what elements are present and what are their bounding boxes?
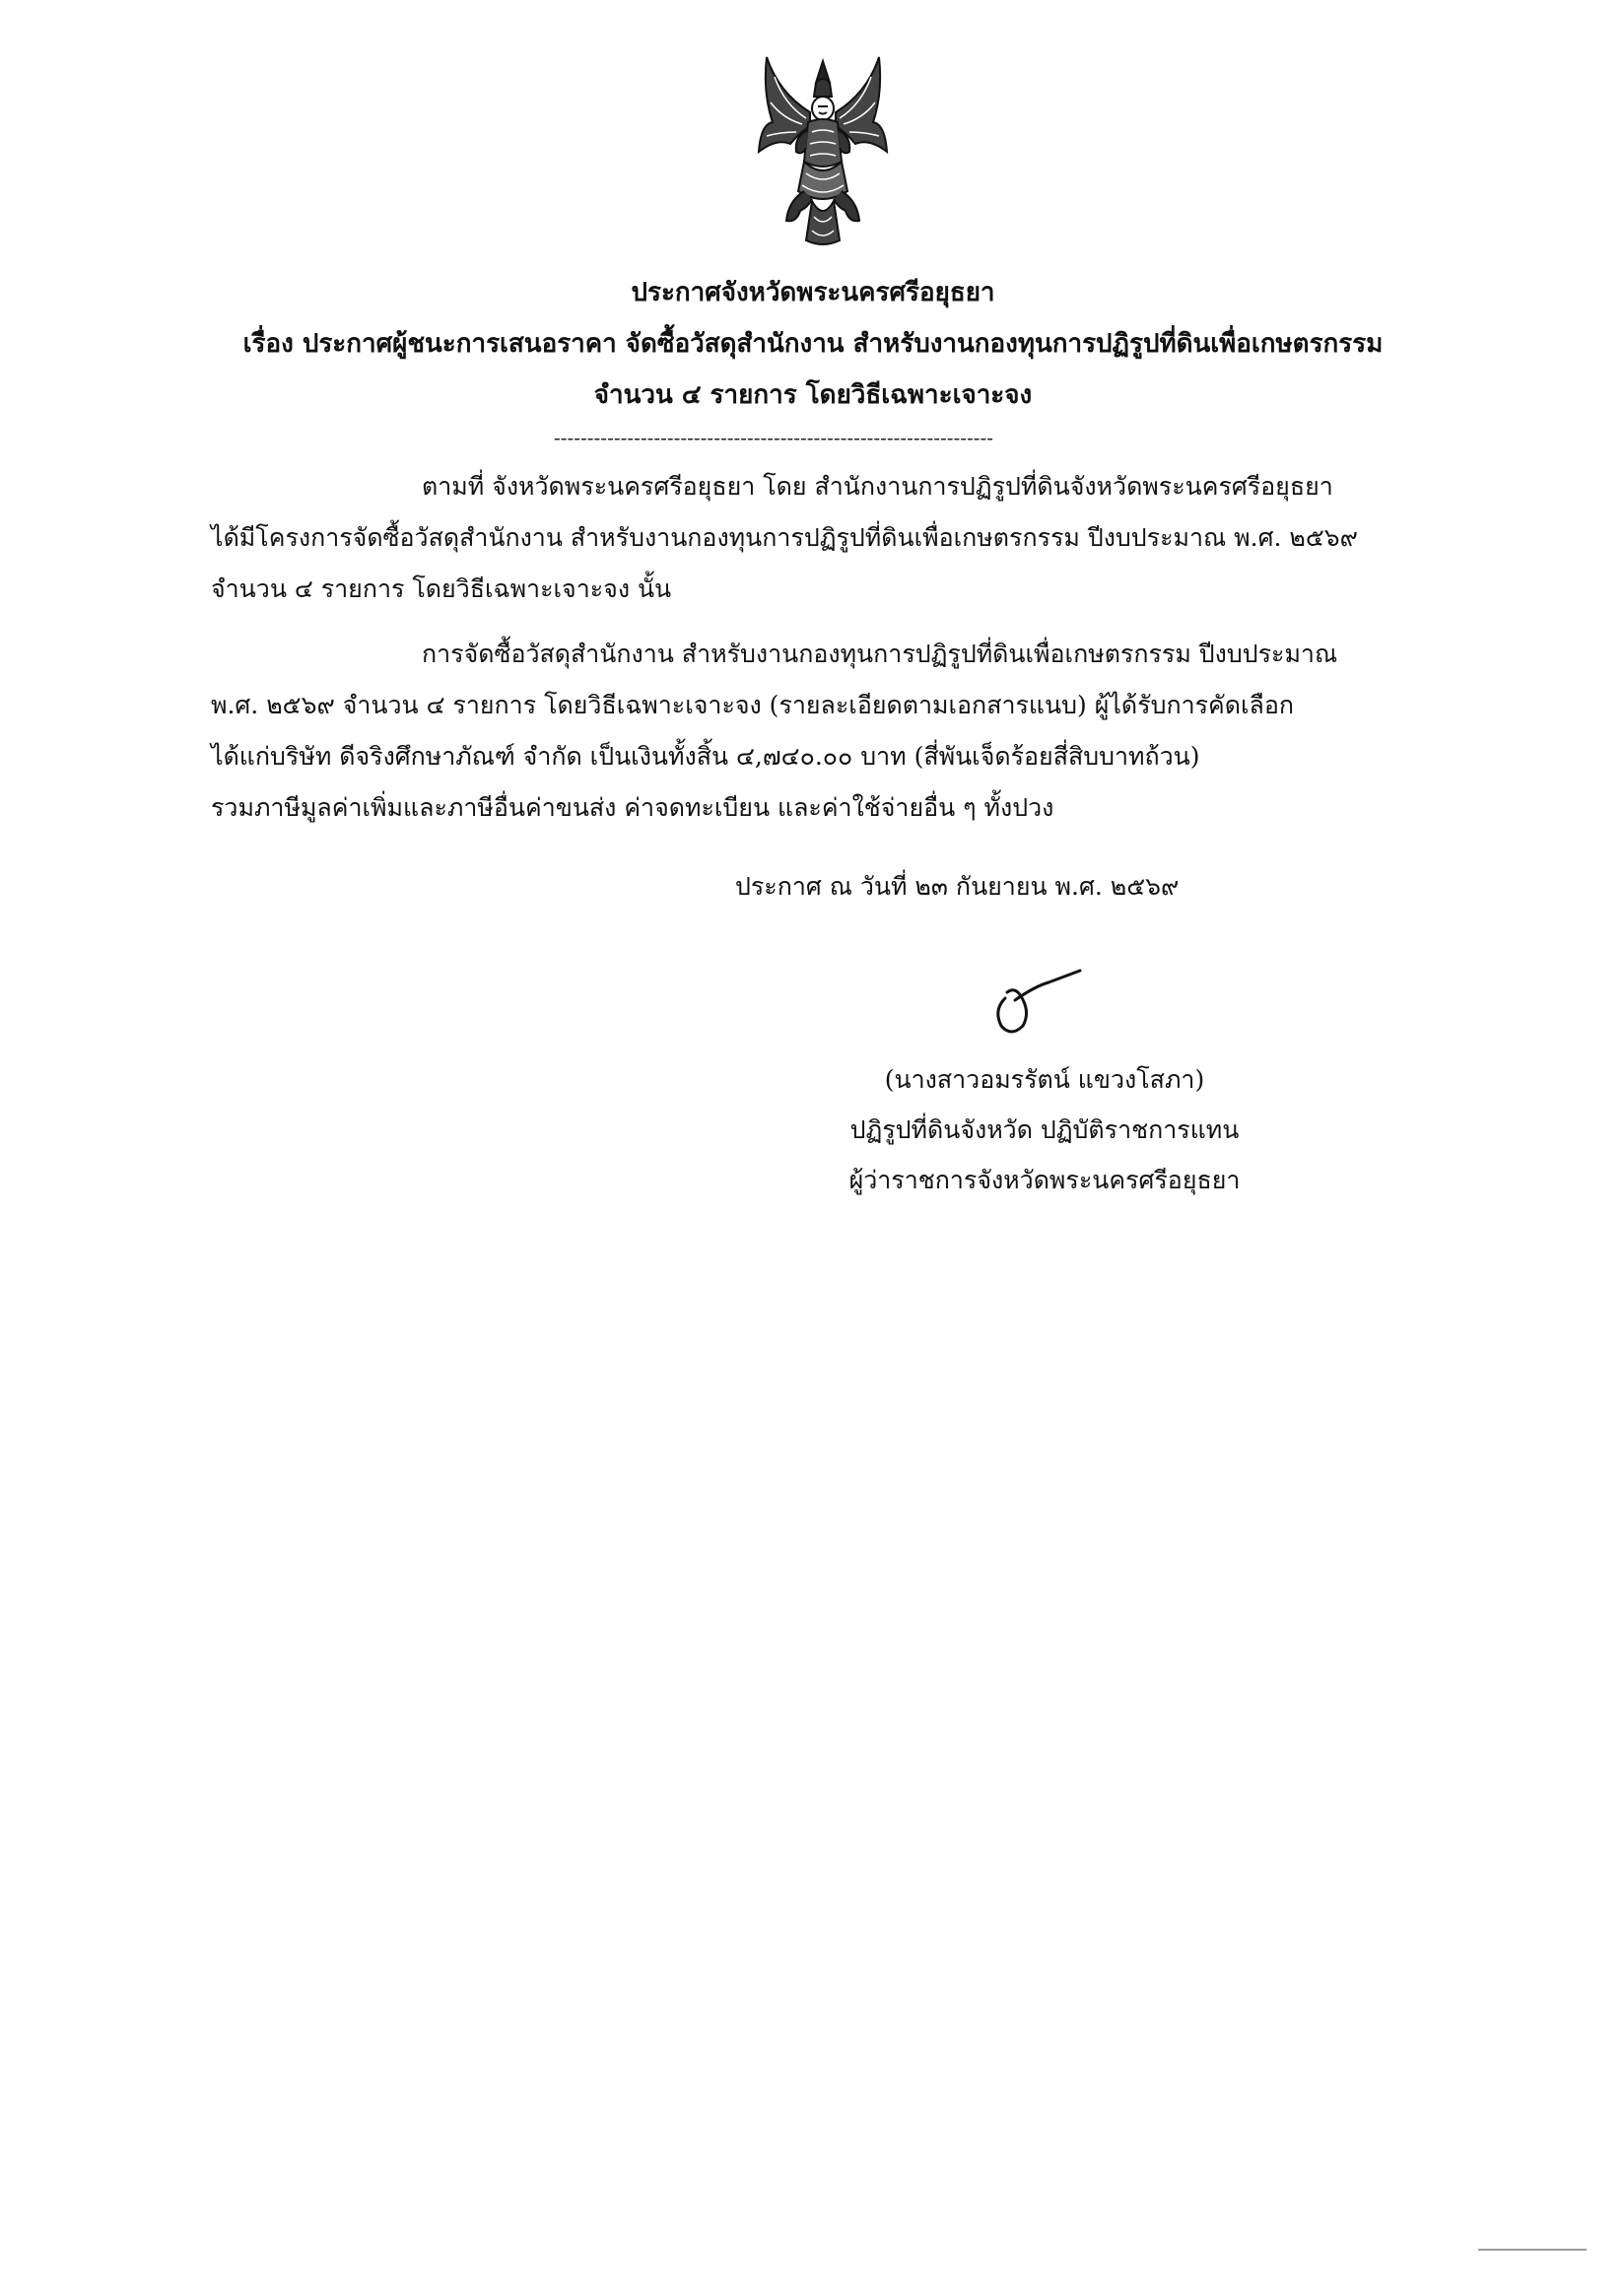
- announcement-subject: เรื่อง ประกาศผู้ชนะการเสนอราคา จัดซื้อวัสดุสำนักงาน สำหรับงานกองทุนการปฏิรูปที่ดินเพื่อเกษตรกรรม: [242, 329, 1384, 359]
- signatory-office: ผู้ว่าราชการจังหวัดพระนครศรีอยุธยา: [848, 1166, 1241, 1194]
- paragraph-2-line: การจัดซื้อวัสดุสำนักงาน สำหรับงานกองทุนการปฏิรูปที่ดินเพื่อเกษตรกรรม ปีงบประมาณ: [422, 640, 1338, 668]
- paragraph-2-line: รวมภาษีมูลค่าเพิ่มและภาษีอื่นค่าขนส่ง ค่าจดทะเบียน และค่าใช้จ่ายอื่น ๆ ทั้งปวง: [211, 793, 1054, 822]
- announcement-title: ประกาศจังหวัดพระนครศรีอยุธยา: [631, 278, 995, 307]
- paragraph-2: [211, 629, 1472, 834]
- paragraph-2-line: ได้แก่บริษัท ดีจริงศึกษาภัณฑ์ จำกัด เป็นเงินทั้งสิ้น ๔,๗๔๐.๐๐ บาท (สี่พันเจ็ดร้อยสี่สิบบาทถ้วน): [211, 742, 1200, 771]
- signatory-position: ปฏิรูปที่ดินจังหวัด ปฏิบัติราชการแทน: [849, 1115, 1240, 1144]
- announcement-subject-line2: จำนวน ๔ รายการ โดยวิธีเฉพาะเจาะจง: [593, 380, 1033, 410]
- signatory-name: (นางสาวอมรรัตน์ แขวงโสภา): [884, 1065, 1205, 1094]
- paragraph-2-line: พ.ศ. ๒๕๖๙ จำนวน ๔ รายการ โดยวิธีเฉพาะเจาะจง (รายละเอียดตามเอกสารแนบ) ผู้ได้รับการคัดเลือก: [211, 691, 1295, 719]
- paragraph-1-line: จำนวน ๔ รายการ โดยวิธีเฉพาะเจาะจง นั้น: [211, 574, 672, 603]
- paragraph-1-line: ตามที่ จังหวัดพระนครศรีอยุธยา โดย สำนักงานการปฏิรูปที่ดินจังหวัดพระนครศรีอยุธยา: [422, 472, 1333, 501]
- footer-divider: [1478, 2249, 1587, 2251]
- title-divider: ------------------------------------------------------------------: [554, 426, 994, 449]
- signatory-block: [769, 1054, 1320, 1205]
- announcement-date: ประกาศ ณ วันที่ ๒๓ กันยายน พ.ศ. ๒๕๖๙: [735, 872, 1180, 901]
- handwritten-signature: [985, 961, 1104, 1040]
- garuda-emblem-icon: [757, 53, 889, 250]
- paragraph-1-line: ได้มีโครงการจัดซื้อวัสดุสำนักงาน สำหรับงานกองทุนการปฏิรูปที่ดินเพื่อเกษตรกรรม ปีงบประมาณ พ.ศ. ๒๕๖๙: [211, 523, 1358, 552]
- paragraph-1: [211, 461, 1472, 615]
